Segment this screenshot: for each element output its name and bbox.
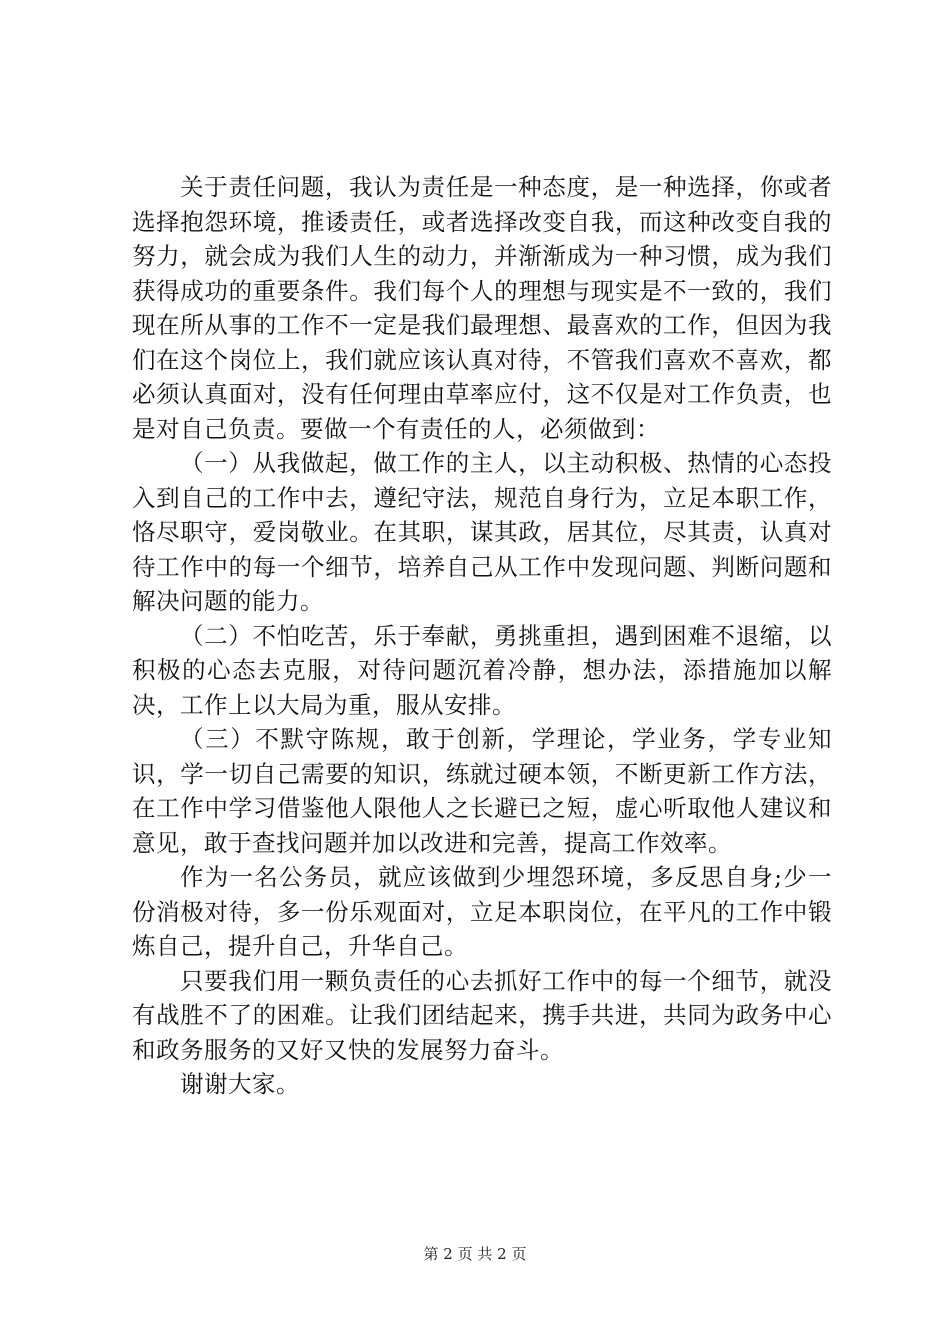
document-body [132, 170, 832, 1102]
paragraph-point-three: （三）不默守陈规，敢于创新，学理论，学业务，学专业知识，学一切自己需要的知识，练就过硬本领，不断更新工作方法，在工作中学习借鉴他人限他人之长避已之短，虚心听取他人建议和意见，敢于查找问题并加以改进和完善，提高工作效率。 [132, 725, 832, 857]
paragraph-responsibility-intro: 关于责任问题，我认为责任是一种态度，是一种选择，你或者选择抱怨环境，推诿责任，或者选择改变自我，而这种改变自我的努力，就会成为我们人生的动力，并渐渐成为一种习惯，成为我们获得成功的重要条件。我们每个人的理想与现实是不一致的，我们现在所从事的工作不一定是我们最理想、最喜欢的工作，但因为我们在这个岗位上，我们就应该认真对待，不管我们喜欢不喜欢，都必须认真面对，没有任何理由草率应付，这不仅是对工作负责，也是对自己负责。要做一个有责任的人，必须做到： [132, 173, 832, 443]
paragraph-conclusion: 只要我们用一颗负责任的心去抓好工作中的每一个细节，就没有战胜不了的困难。让我们团结起来，携手共进，共同为政务中心和政务服务的又好又快的发展努力奋斗。 [132, 966, 832, 1064]
paragraph-point-two: （二）不怕吃苦，乐于奉献，勇挑重担，遇到困难不退缩，以积极的心态去克服，对待问题沉着冷静，想办法，添措施加以解决，工作上以大局为重，服从安排。 [132, 621, 832, 719]
page-number-footer: 第 2 页 共 2 页 [423, 1245, 527, 1263]
paragraph-point-one: （一）从我做起，做工作的主人，以主动积极、热情的心态投入到自己的工作中去，遵纪守法，规范自身行为，立足本职工作，恪尽职守，爱岗敬业。在其职，谋其政，居其位，尽其责，认真对待工作中的每一个细节，培养自己从工作中发现问题、判断问题和解决问题的能力。 [132, 449, 832, 615]
paragraph-thanks: 谢谢大家。 [180, 1070, 300, 1098]
paragraph-civil-servant: 作为一名公务员，就应该做到少埋怨环境，多反思自身;少一份消极对待，多一份乐观面对，立足本职岗位，在平凡的工作中锻炼自己，提升自己，升华自己。 [132, 863, 832, 960]
